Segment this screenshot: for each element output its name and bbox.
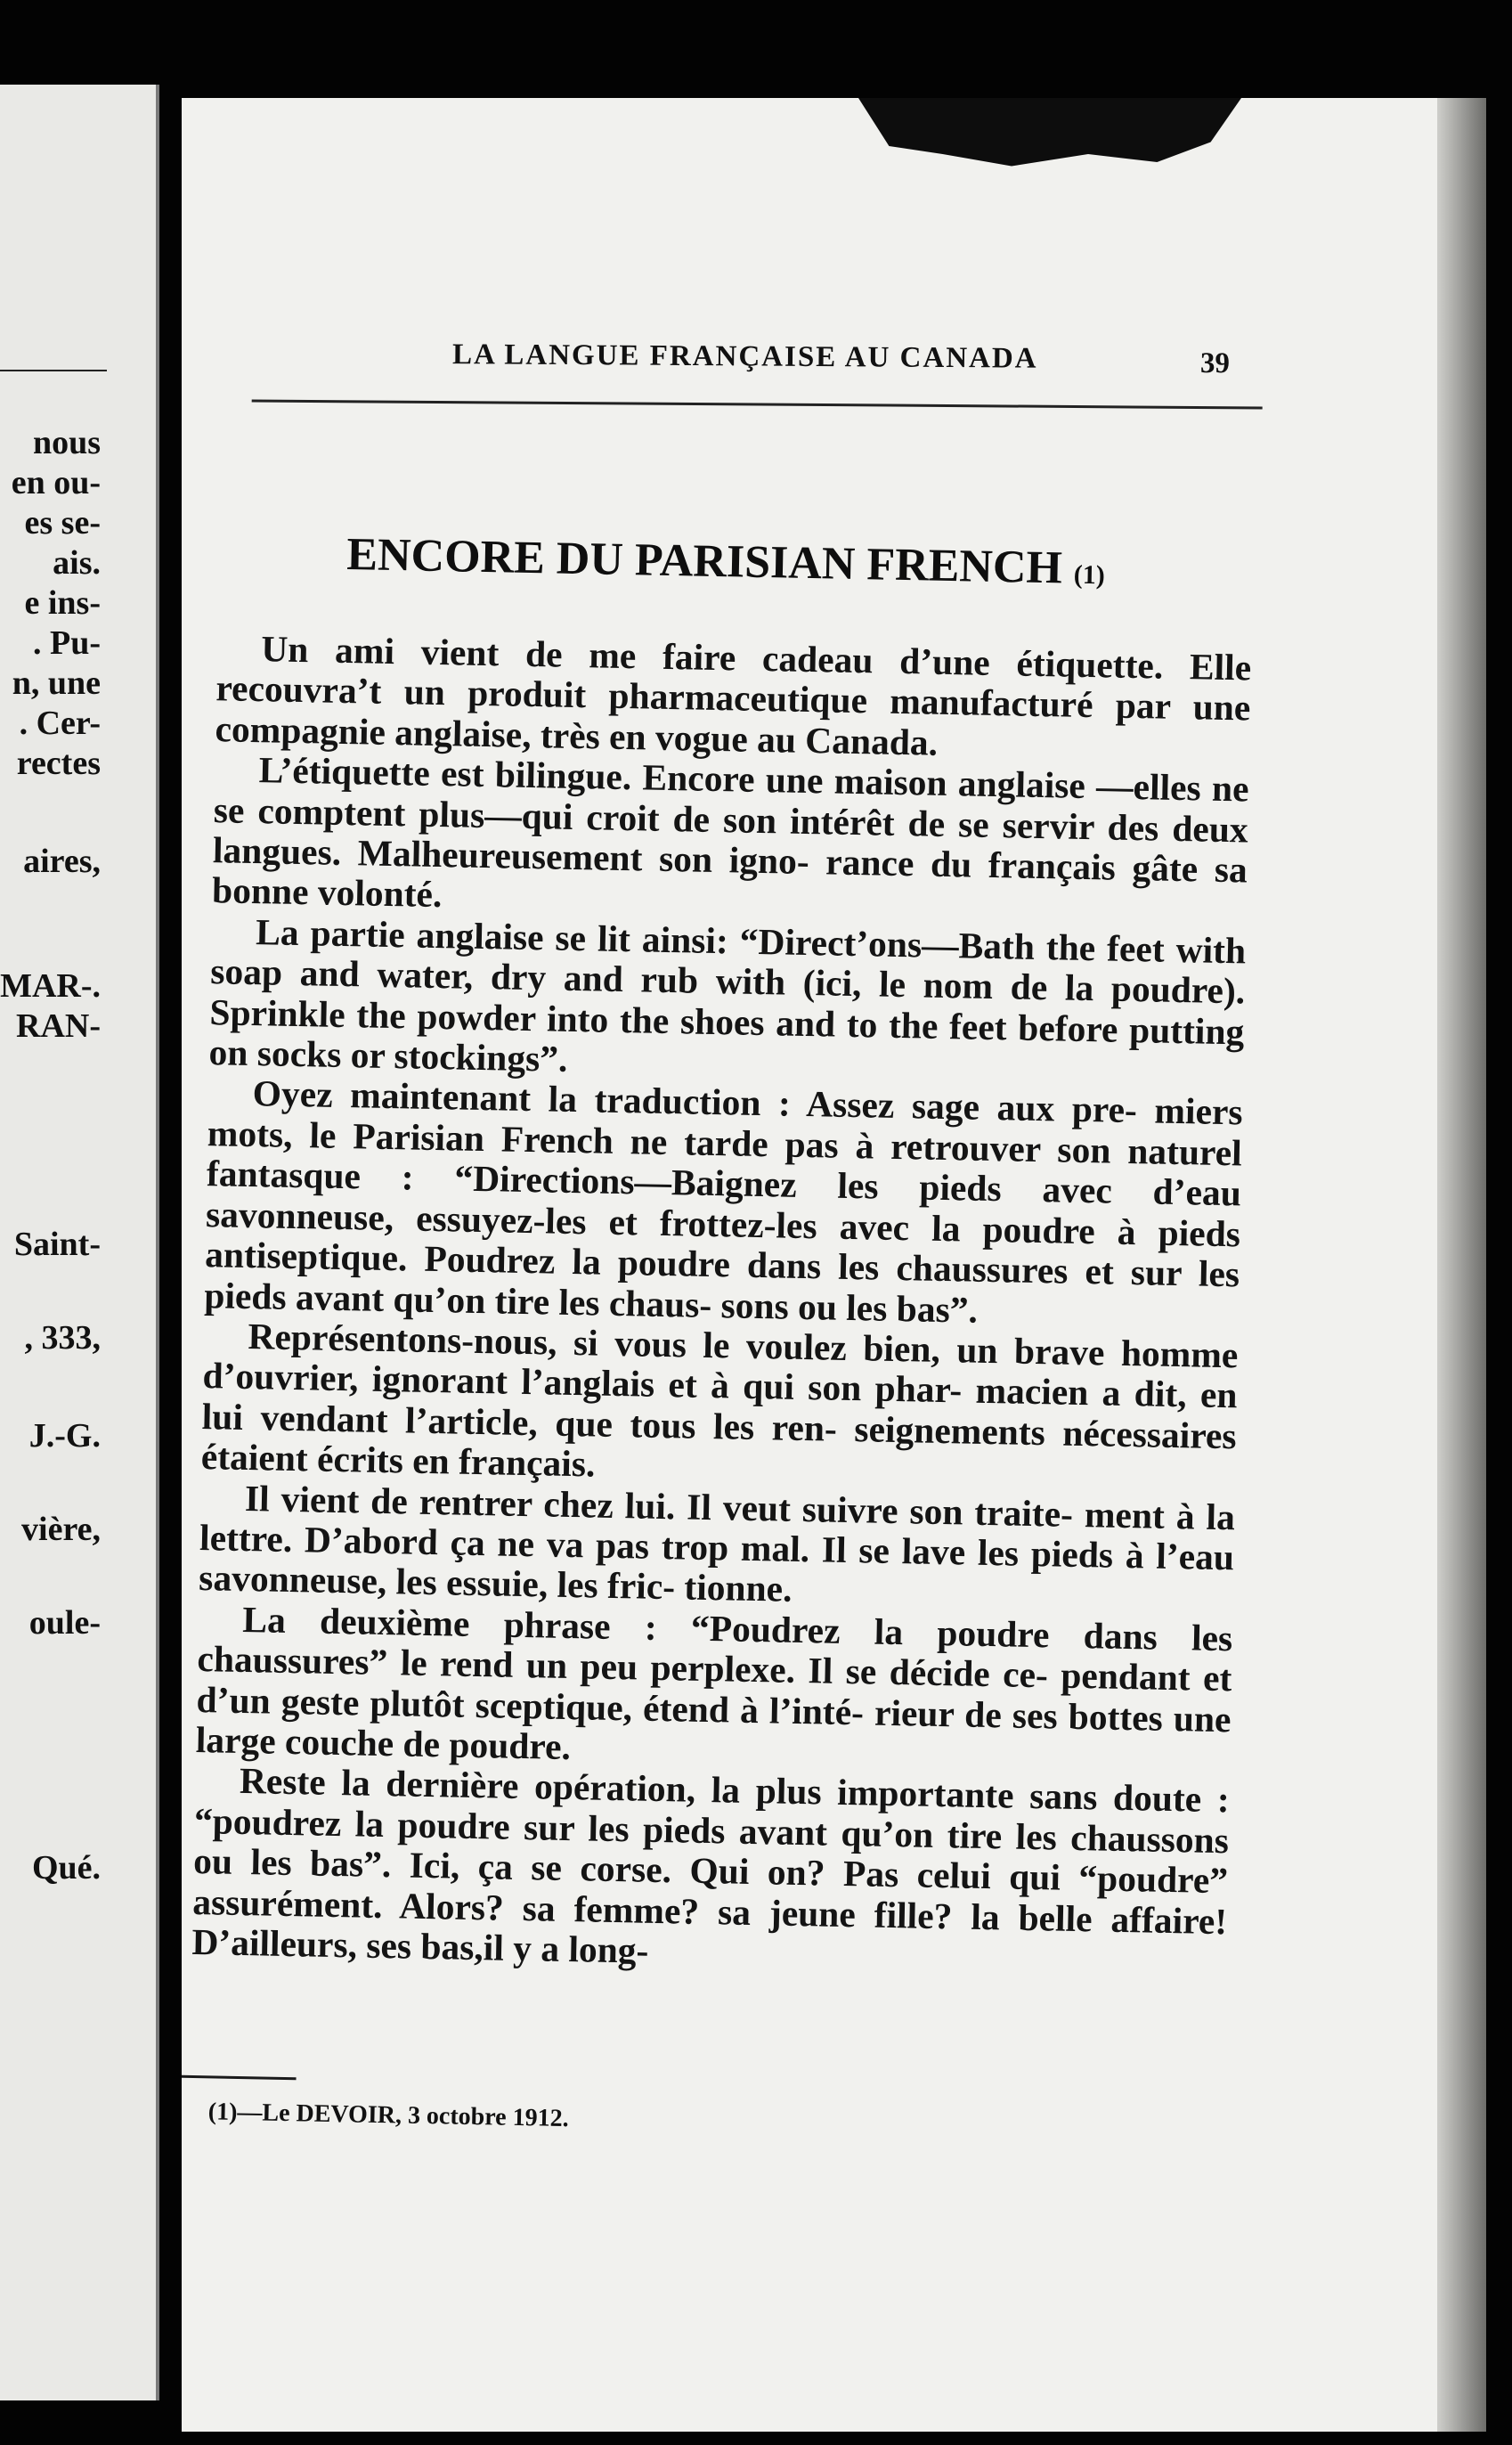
left-page-line: J.-G. bbox=[28, 1417, 101, 1455]
page-number: 39 bbox=[1199, 346, 1231, 380]
paragraph: Il vient de rentrer chez lui. Il veut suivre son traite- ment à la lettre. D’abord ça ne va pas trop mal. Il se lave les pieds à l’eau savonneuse, les essuie, les fric- tionne. bbox=[198, 1477, 1236, 1610]
footnote-rule bbox=[182, 2075, 297, 2080]
paragraph: Reste la dernière opération, la plus importante sans doute : “poudrez la poudre sur les pieds avant qu’on tire les chaussons ou les bas”. Ici, ça se corse. Qui on? Pas celui qui “poudre” assurément. Alors? sa femme? sa jeune fille? la belle affaire! D’ailleurs, ses bas,il y a long- bbox=[191, 1760, 1231, 1971]
left-page-line: es se- bbox=[24, 504, 101, 542]
left-page-line: vière, bbox=[21, 1511, 101, 1548]
paragraph: Un ami vient de me faire cadeau d’une étiquette. Elle recouvra’t un produit pharmaceutique manufacturé par une compagnie anglaise, très en vogue au Canada. bbox=[215, 628, 1252, 763]
left-page-line: . Cer- bbox=[19, 705, 101, 742]
left-page-line: MAR-. bbox=[0, 967, 101, 1005]
left-page-line: RAN- bbox=[16, 1007, 101, 1045]
left-page-line: nous bbox=[32, 424, 101, 461]
paragraph: Représentons-nous, si vous le voulez bien, un brave homme d’ouvrier, ignorant l’anglais et à qui son phar- macien a dit, en lui vendant l’article, que tous les ren- seignements nécessaires étaient écrits en français. bbox=[200, 1315, 1239, 1485]
running-head-title: LA LANGUE FRANÇAISE AU CANADA bbox=[451, 338, 1038, 375]
article-title bbox=[346, 528, 1106, 595]
left-page-line: aires, bbox=[23, 843, 101, 880]
scanned-page bbox=[182, 98, 1486, 2432]
paragraph: La deuxième phrase : “Poudrez la poudre dans les chaussures” le rend un peu perplexe. Il se décide ce- pendant et d’un geste plutôt sceptique, étend à l’inté- rieur de ses bottes une large couche de poudre. bbox=[195, 1598, 1233, 1768]
left-page-line: oule- bbox=[28, 1604, 101, 1642]
torn-edge bbox=[858, 98, 1241, 178]
title-footnote-ref: (1) bbox=[1073, 559, 1106, 591]
paragraph: Oyez maintenant la traduction : Assez sage aux pre- miers mots, le Parisian French ne tarde pas à retrouver son naturel fantasque : “Directions—Baignez les pieds avec d’eau savonneuse, essuyez-les et frottez-les avec la poudre à pieds antiseptique. Poudrez la poudre dans les chaussures et sur les pieds avant qu’on tire les chaus- sons ou les bas”. bbox=[203, 1072, 1244, 1331]
left-page-line: ais. bbox=[53, 544, 101, 582]
footnote: (1)—Le DEVOIR, 3 octobre 1912. bbox=[207, 2098, 569, 2133]
left-page-line: Saint- bbox=[13, 1226, 101, 1263]
left-page-line: . Pu- bbox=[33, 624, 101, 662]
article-body bbox=[191, 628, 1252, 1982]
article-title-text: ENCORE DU PARISIAN FRENCH bbox=[345, 528, 1063, 594]
running-head bbox=[182, 232, 1486, 380]
paragraph: L’étiquette est bilingue. Encore une maison anglaise —elles ne se comptent plus—qui croit de son intérêt de se servir des deux langues. Malheureusement son igno- rance du français gâte sa bonne volonté. bbox=[211, 749, 1249, 916]
paragraph: La partie anglaise se lit ainsi: “Direct’ons—Bath the feet with soap and water, dry and rub with (ici, le nom de la poudre). Sprinkle the powder into the shoes and to the feet before putting on socks or stockings”. bbox=[208, 910, 1247, 1080]
left-facing-page bbox=[0, 85, 159, 2400]
left-page-line: , 333, bbox=[24, 1319, 101, 1357]
left-page-line: n, une bbox=[12, 664, 101, 702]
left-page-line: Qué. bbox=[31, 1849, 101, 1887]
article bbox=[191, 526, 1268, 2133]
page-edge-shadow bbox=[1437, 98, 1486, 2432]
left-page-rule bbox=[0, 370, 107, 371]
left-page-line: rectes bbox=[16, 745, 101, 782]
left-page-line: e ins- bbox=[24, 584, 101, 622]
left-page-line: en ou- bbox=[11, 464, 101, 501]
running-head-rule bbox=[252, 400, 1263, 410]
